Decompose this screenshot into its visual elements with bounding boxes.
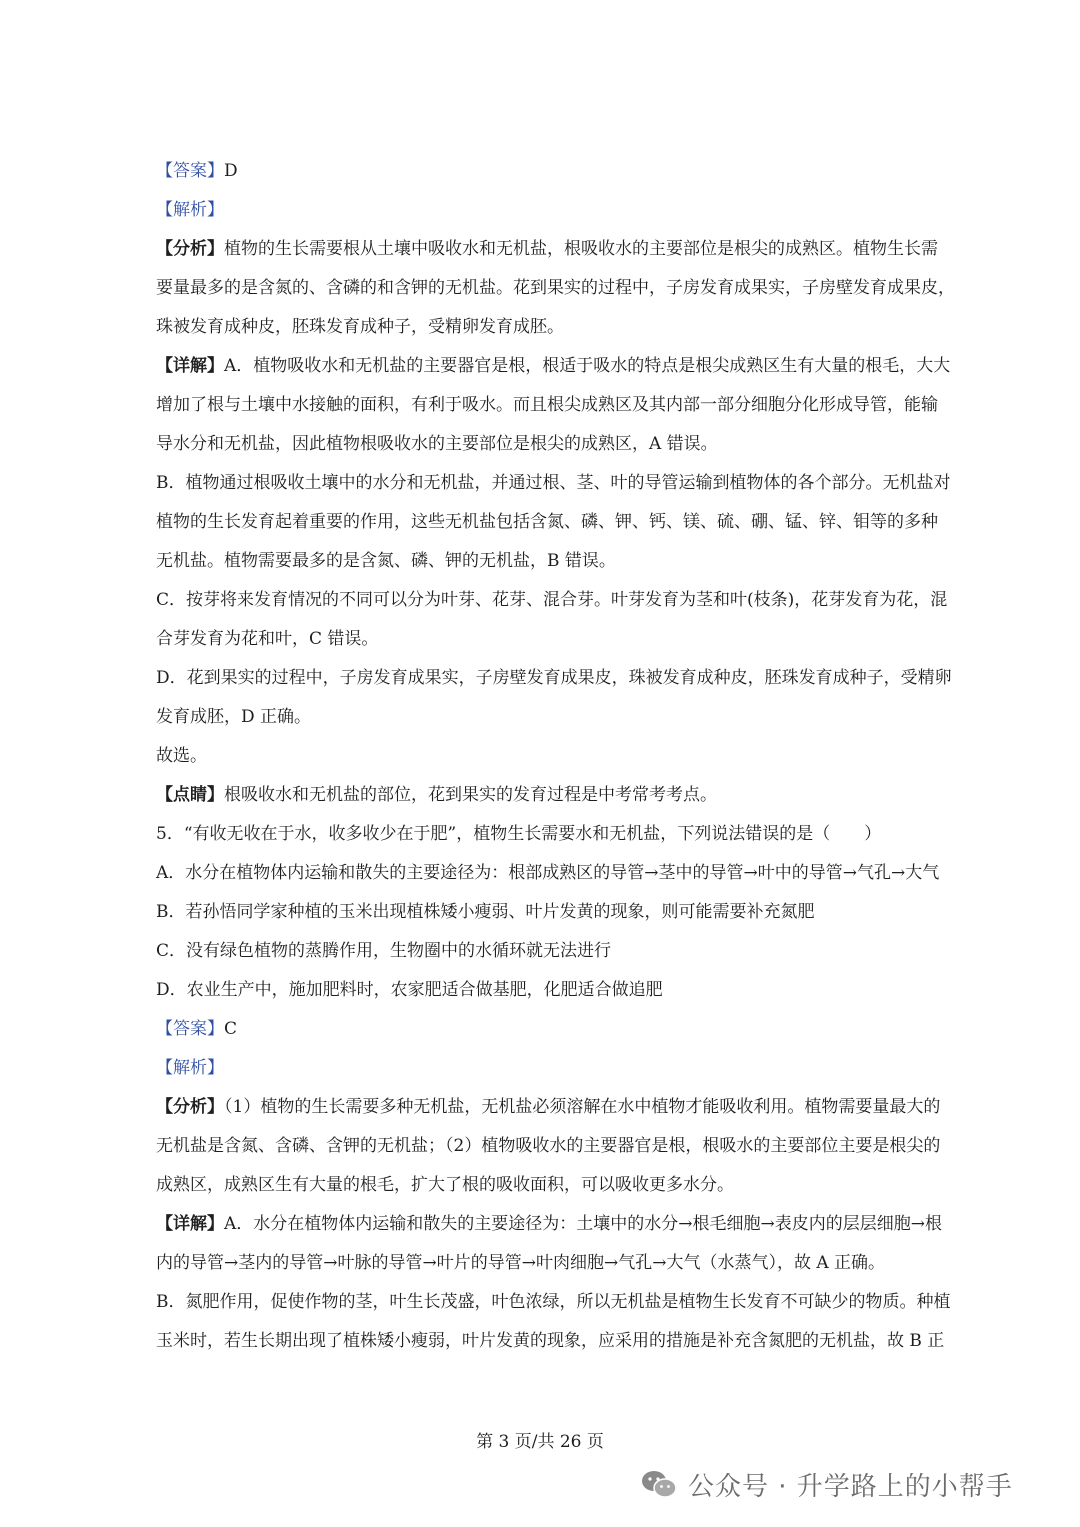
text-line: 成熟区，成熟区生有大量的根毛，扩大了根的吸收面积，可以吸收更多水分。 (156, 1175, 734, 1195)
option-d: D．农业生产中，施加肥料时，农家肥适合做基肥，化肥适合做追肥 (156, 980, 663, 1000)
answer-tag: 【答案】 (156, 161, 224, 181)
text-line: （1）植物的生长需要多种无机盐，无机盐必须溶解在水中植物才能吸收利用。植物需要量最大的 (224, 1097, 941, 1117)
text-line: 无机盐。植物需要最多的是含氮、磷、钾的无机盐，B 错误。 (156, 551, 616, 571)
option-c: C．没有绿色植物的蒸腾作用，生物圈中的水循环就无法进行 (156, 941, 612, 961)
answer-tag: 【答案】 (156, 1019, 224, 1039)
text-line: 植物的生长需要根从土壤中吸收水和无机盐，根吸收水的主要部位是根尖的成熟区。植物生长需 (224, 239, 938, 259)
xiangjie-tag: 【详解】 (156, 1214, 224, 1234)
option-b: B．若孙悟同学家种植的玉米出现植株矮小瘦弱、叶片发黄的现象，则可能需要补充氮肥 (156, 902, 815, 922)
text-line: 合芽发育为花和叶，C 错误。 (156, 629, 379, 649)
text-line: 要量最多的是含氮的、含磷的和含钾的无机盐。花到果实的过程中，子房发育成果实，子房壁发育成果皮， (156, 278, 955, 298)
text-line: B．植物通过根吸收土壤中的水分和无机盐，并通过根、茎、叶的导管运输到植物体的各个部分。无机盐对 (156, 473, 951, 493)
dianjing-line (156, 776, 968, 815)
text-line: 导水分和无机盐，因此植物根吸收水的主要部位是根尖的成熟区，A 错误。 (156, 434, 718, 454)
answer-value: D (224, 161, 238, 181)
text-line: 玉米时，若生长期出现了植株矮小瘦弱，叶片发黄的现象，应采用的措施是补充含氮肥的无机盐，故 B 正 (156, 1331, 945, 1351)
fenxi-line (156, 230, 968, 269)
option-a: A．水分在植物体内运输和散失的主要途径为：根部成熟区的导管→茎中的导管→叶中的导管→气孔→大气 (156, 863, 940, 883)
text-line: 根吸收水和无机盐的部位，花到果实的发育过程是中考常考考点。 (224, 785, 717, 805)
fenxi-tag: 【分析】 (156, 1097, 224, 1117)
text-line: 增加了根与土壤中水接触的面积，有利于吸水。而且根尖成熟区及其内部一部分细胞分化形成导管，能输 (156, 395, 938, 415)
page-content (156, 152, 968, 1361)
text-line: 故选。 (156, 746, 207, 766)
text-line: 发育成胚，D 正确。 (156, 707, 312, 727)
analysis-heading (156, 1049, 968, 1088)
text-line: A．植物吸收水和无机盐的主要器官是根，根适于吸水的特点是根尖成熟区生有大量的根毛，大大 (224, 356, 951, 376)
answer-value: C (224, 1019, 238, 1039)
text-line: 植物的生长发育起着重要的作用，这些无机盐包括含氮、磷、钾、钙、镁、硫、硼、锰、锌、钼等的多种 (156, 512, 938, 532)
text-line: C．按芽将来发育情况的不同可以分为叶芽、花芽、混合芽。叶芽发育为茎和叶(枝条)，花芽发育为花，混 (156, 590, 948, 610)
answer-line (156, 152, 968, 191)
text-line: 内的导管→茎内的导管→叶脉的导管→叶片的导管→叶肉细胞→气孔→大气（水蒸气），故 A 正确。 (156, 1253, 886, 1273)
text-line: B．氮肥作用，促使作物的茎，叶生长茂盛，叶色浓绿，所以无机盐是植物生长发育不可缺少的物质。种植 (156, 1292, 951, 1312)
analysis-heading (156, 191, 968, 230)
analysis-tag: 【解析】 (156, 200, 224, 220)
text-line: A．水分在植物体内运输和散失的主要途径为：土壤中的水分→根毛细胞→表皮内的层层细胞→根 (224, 1214, 943, 1234)
watermark (640, 1462, 1013, 1506)
xiangjie-line (156, 1205, 968, 1244)
question-stem: 5．“有收无收在于水，收多收少在于肥”，植物生长需要水和无机盐，下列说法错误的是（ ） (156, 824, 882, 844)
dianjing-tag: 【点睛】 (156, 785, 224, 805)
watermark-text: 公众号 · 升学路上的小帮手 (688, 1471, 1013, 1502)
fenxi-tag: 【分析】 (156, 239, 224, 259)
analysis-tag: 【解析】 (156, 1058, 224, 1078)
fenxi-line (156, 1088, 968, 1127)
text-line: 无机盐是含氮、含磷、含钾的无机盐；（2）植物吸收水的主要器官是根，根吸水的主要部位主要是根尖的 (156, 1136, 941, 1156)
text-line: 珠被发育成种皮，胚珠发育成种子，受精卵发育成胚。 (156, 317, 564, 337)
wechat-icon (640, 1468, 678, 1500)
answer-line (156, 1010, 968, 1049)
text-line: D．花到果实的过程中，子房发育成果实，子房壁发育成果皮，珠被发育成种皮，胚珠发育成种子，受精卵 (156, 668, 952, 688)
xiangjie-tag: 【详解】 (156, 356, 224, 376)
xiangjie-line (156, 347, 968, 386)
page-number: 第 3 页/共 26 页 (476, 1432, 604, 1452)
